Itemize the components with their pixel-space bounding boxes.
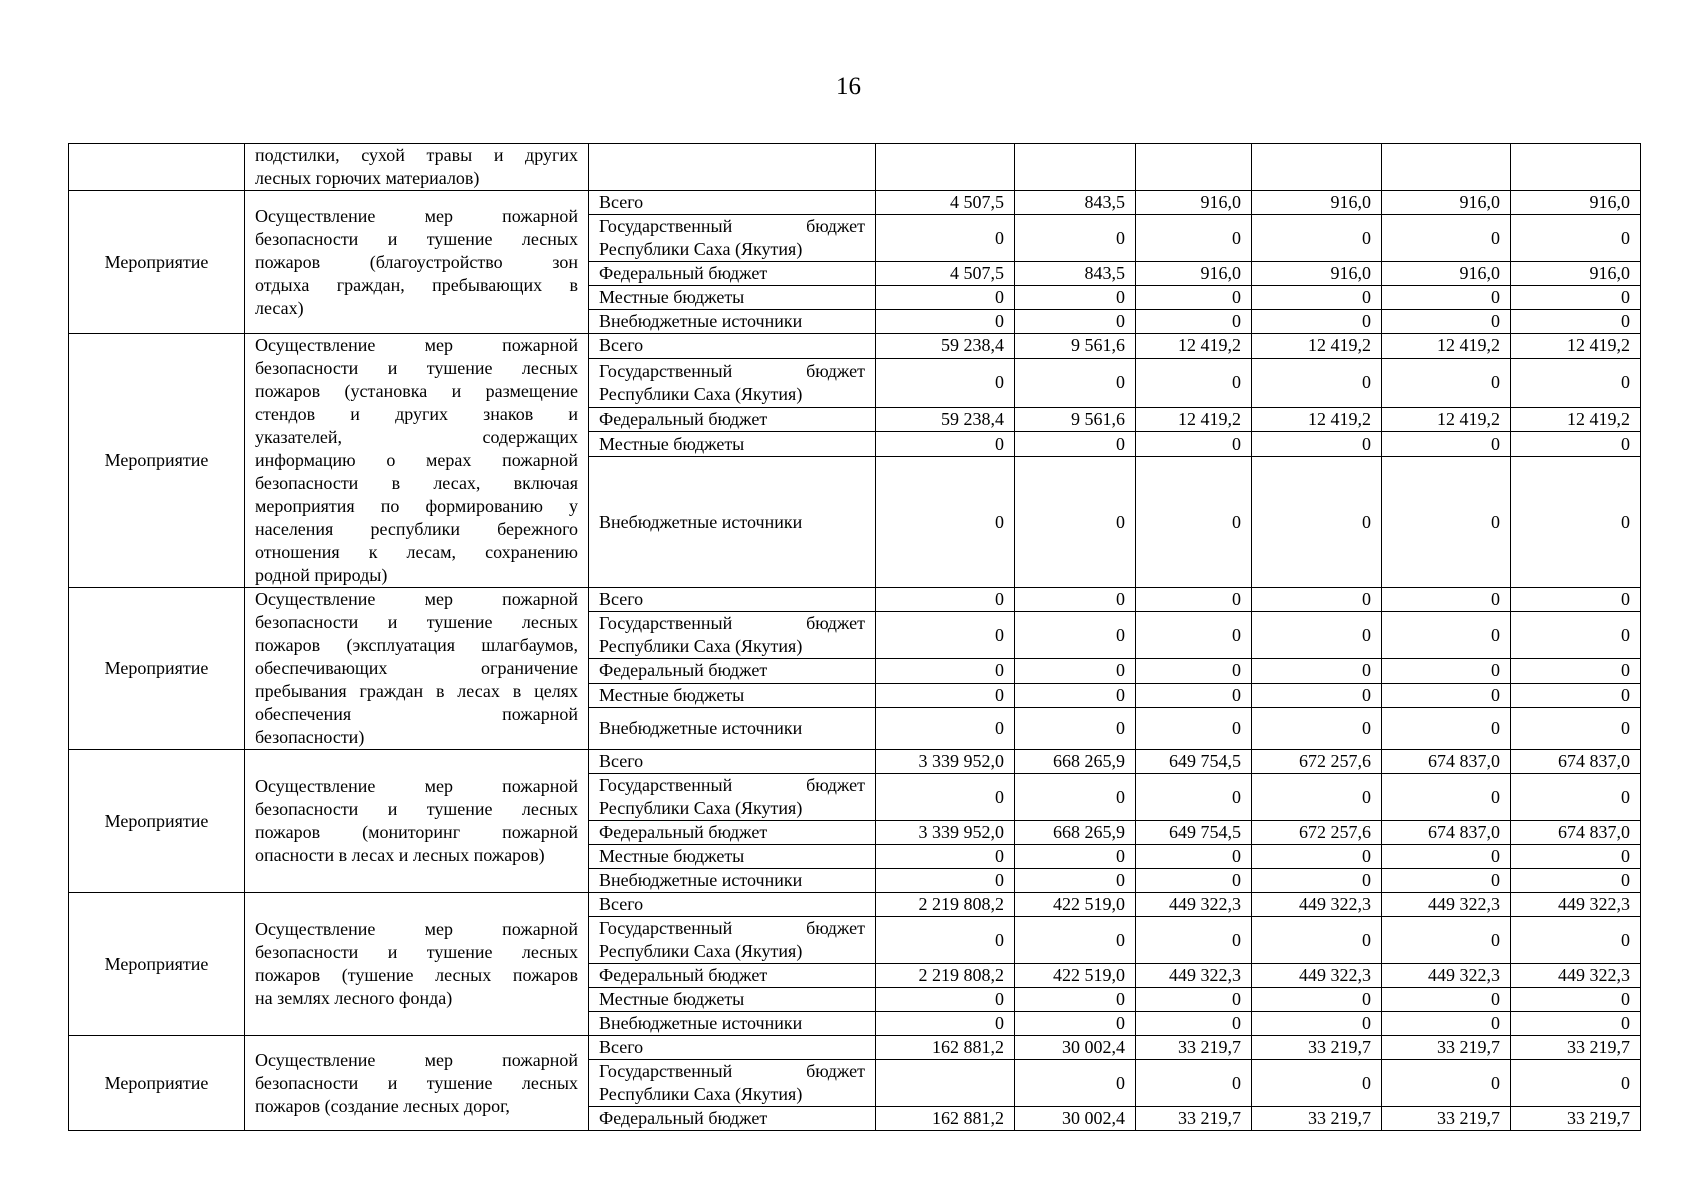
event-description-line: безопасности и тушение лесных	[255, 358, 578, 378]
amount-cell: 449 322,3	[1136, 964, 1252, 988]
funding-source-local: Местные бюджеты	[589, 683, 876, 707]
amount-cell: 0	[1015, 1060, 1136, 1107]
empty-cell	[876, 144, 1015, 191]
amount-cell: 916,0	[1252, 191, 1382, 215]
table-row	[69, 1036, 1641, 1060]
amount-cell: 674 837,0	[1382, 750, 1511, 774]
event-description-line: безопасности и тушение лесных	[255, 612, 578, 632]
amount-cell: 0	[1136, 683, 1252, 707]
amount-cell: 0	[876, 683, 1015, 707]
amount-cell: 916,0	[1511, 262, 1641, 286]
amount-cell: 0	[1382, 917, 1511, 964]
amount-cell: 674 837,0	[1511, 750, 1641, 774]
amount-cell: 0	[876, 988, 1015, 1012]
event-description	[245, 1036, 589, 1131]
funding-source-federal: Федеральный бюджет	[589, 821, 876, 845]
amount-cell: 0	[1511, 612, 1641, 659]
event-description-line: лесах)	[255, 297, 304, 318]
event-description-line: отдыха граждан, пребывающих в	[255, 274, 578, 295]
event-description-line: Осуществление мер пожарной	[255, 589, 578, 609]
amount-cell: 672 257,6	[1252, 750, 1382, 774]
amount-cell: 0	[1136, 588, 1252, 612]
event-description	[245, 893, 589, 1036]
amount-cell: 0	[1382, 774, 1511, 821]
amount-cell: 0	[1382, 588, 1511, 612]
amount-cell: 59 238,4	[876, 407, 1015, 432]
amount-cell: 0	[1015, 286, 1136, 310]
amount-cell: 422 519,0	[1015, 893, 1136, 917]
amount-cell: 12 419,2	[1511, 407, 1641, 432]
funding-source-line: Государственный бюджет	[599, 216, 865, 236]
amount-cell: 674 837,0	[1382, 821, 1511, 845]
amount-cell: 449 322,3	[1252, 893, 1382, 917]
amount-cell: 0	[1015, 358, 1136, 407]
amount-cell: 0	[1136, 310, 1252, 334]
amount-cell: 0	[1511, 310, 1641, 334]
amount-cell: 0	[1382, 286, 1511, 310]
event-description-line: обеспечения пожарной	[255, 704, 578, 724]
amount-cell: 162 881,2	[876, 1036, 1015, 1060]
funding-source-state	[589, 612, 876, 659]
amount-cell: 0	[1382, 1060, 1511, 1107]
event-description-line: пожаров (создание лесных дорог,	[255, 1095, 510, 1116]
amount-cell: 0	[1511, 659, 1641, 683]
event-description-line: мероприятия по формированию у	[255, 496, 578, 516]
funding-source-offbudget: Внебюджетные источники	[589, 707, 876, 749]
funding-source-local: Местные бюджеты	[589, 432, 876, 457]
amount-cell: 0	[1252, 612, 1382, 659]
amount-cell: 0	[876, 845, 1015, 869]
amount-cell: 449 322,3	[1511, 893, 1641, 917]
amount-cell: 0	[1382, 707, 1511, 749]
amount-cell: 3 339 952,0	[876, 821, 1015, 845]
amount-cell: 30 002,4	[1015, 1107, 1136, 1131]
amount-cell: 33 219,7	[1382, 1107, 1511, 1131]
amount-cell: 449 322,3	[1382, 964, 1511, 988]
funding-source-total: Всего	[589, 893, 876, 917]
amount-cell: 0	[1511, 286, 1641, 310]
amount-cell: 843,5	[1015, 191, 1136, 215]
amount-cell: 12 419,2	[1136, 334, 1252, 359]
amount-cell: 0	[1252, 869, 1382, 893]
amount-cell: 12 419,2	[1252, 407, 1382, 432]
funding-source-line: Республики Саха (Якутия)	[599, 239, 803, 259]
funding-source-offbudget: Внебюджетные источники	[589, 457, 876, 588]
amount-cell: 0	[1511, 358, 1641, 407]
event-description-line: Осуществление мер пожарной	[255, 776, 578, 796]
event-type: Мероприятие	[69, 750, 245, 893]
amount-cell: 916,0	[1382, 191, 1511, 215]
event-description-line: пожаров (тушение лесных пожаров	[255, 965, 578, 985]
event-type-empty	[69, 144, 245, 191]
amount-cell: 0	[1252, 286, 1382, 310]
amount-cell: 0	[1015, 457, 1136, 588]
amount-cell: 0	[1382, 358, 1511, 407]
amount-cell: 0	[1136, 1060, 1252, 1107]
amount-cell: 59 238,4	[876, 334, 1015, 359]
funding-source-line: Республики Саха (Якутия)	[599, 941, 803, 961]
amount-cell: 0	[1382, 845, 1511, 869]
funding-source-offbudget: Внебюджетные источники	[589, 1012, 876, 1036]
amount-cell: 0	[1136, 869, 1252, 893]
amount-cell: 0	[1252, 358, 1382, 407]
amount-cell: 0	[1511, 588, 1641, 612]
amount-cell: 0	[1015, 707, 1136, 749]
funding-source-total: Всего	[589, 334, 876, 359]
event-description-line: безопасности и тушение лесных	[255, 942, 578, 962]
event-description-line: пребывания граждан в лесах в целях	[255, 681, 578, 701]
event-type: Мероприятие	[69, 1036, 245, 1131]
empty-cell	[1252, 144, 1382, 191]
amount-cell: 0	[1511, 845, 1641, 869]
amount-cell: 0	[1015, 683, 1136, 707]
event-description-line: пожаров (эксплуатация шлагбаумов,	[255, 635, 578, 655]
amount-cell: 162 881,2	[876, 1107, 1015, 1131]
table-row	[69, 893, 1641, 917]
amount-cell: 0	[876, 774, 1015, 821]
funding-source-state	[589, 917, 876, 964]
amount-cell: 0	[1511, 457, 1641, 588]
funding-source-line: Государственный бюджет	[599, 613, 865, 634]
event-description	[245, 588, 589, 750]
amount-cell: 12 419,2	[1252, 334, 1382, 359]
table-row	[69, 750, 1641, 774]
amount-cell: 0	[1136, 707, 1252, 749]
amount-cell: 0	[1136, 774, 1252, 821]
event-description-line: безопасности и тушение лесных	[255, 799, 578, 819]
amount-cell: 449 322,3	[1252, 964, 1382, 988]
amount-cell: 0	[1015, 310, 1136, 334]
amount-cell: 649 754,5	[1136, 750, 1252, 774]
amount-cell: 674 837,0	[1511, 821, 1641, 845]
amount-cell: 0	[876, 659, 1015, 683]
event-description-line: информацию о мерах пожарной	[255, 450, 578, 470]
amount-cell: 0	[1015, 432, 1136, 457]
amount-cell: 0	[1136, 917, 1252, 964]
amount-cell: 0	[876, 457, 1015, 588]
amount-cell: 0	[1511, 988, 1641, 1012]
funding-source-line: Государственный бюджет	[599, 918, 865, 938]
event-description-line: указателей, содержащих	[255, 427, 578, 447]
amount-cell: 2 219 808,2	[876, 893, 1015, 917]
amount-cell: 0	[1252, 457, 1382, 588]
table-row	[69, 334, 1641, 359]
funding-source-federal: Федеральный бюджет	[589, 659, 876, 683]
event-description-line: безопасности)	[255, 727, 365, 747]
amount-cell: 0	[1015, 215, 1136, 262]
amount-cell: 0	[1136, 432, 1252, 457]
amount-cell: 0	[1252, 659, 1382, 683]
amount-cell: 12 419,2	[1136, 407, 1252, 432]
funding-source-line: Государственный бюджет	[599, 775, 865, 795]
amount-cell: 916,0	[1382, 262, 1511, 286]
amount-cell: 0	[1511, 774, 1641, 821]
amount-cell: 0	[876, 215, 1015, 262]
event-description-line: стендов и других знаков и	[255, 404, 578, 424]
amount-cell: 0	[1252, 432, 1382, 457]
amount-cell: 449 322,3	[1382, 893, 1511, 917]
amount-cell: 0	[1511, 432, 1641, 457]
amount-cell: 0	[1136, 1012, 1252, 1036]
amount-cell: 0	[876, 286, 1015, 310]
event-description-line: безопасности и тушение лесных	[255, 228, 578, 249]
event-description-line: Осуществление мер пожарной	[255, 335, 578, 355]
amount-cell: 0	[1511, 683, 1641, 707]
event-description-line: обеспечивающих ограничение	[255, 658, 578, 678]
event-type: Мероприятие	[69, 893, 245, 1036]
funding-source-state	[589, 215, 876, 262]
amount-cell: 9 561,6	[1015, 334, 1136, 359]
amount-cell: 0	[1252, 774, 1382, 821]
amount-cell: 0	[1511, 869, 1641, 893]
amount-cell: 0	[1382, 988, 1511, 1012]
amount-cell	[876, 1060, 1015, 1107]
amount-cell: 0	[1511, 917, 1641, 964]
amount-cell: 916,0	[1136, 262, 1252, 286]
amount-cell: 0	[1136, 845, 1252, 869]
amount-cell: 4 507,5	[876, 262, 1015, 286]
amount-cell: 0	[1015, 588, 1136, 612]
amount-cell: 0	[1252, 707, 1382, 749]
amount-cell: 0	[876, 707, 1015, 749]
event-description-line: безопасности и тушение лесных	[255, 1072, 578, 1093]
funding-source-total: Всего	[589, 1036, 876, 1060]
funding-source-line: Государственный бюджет	[599, 360, 865, 381]
amount-cell: 0	[876, 432, 1015, 457]
amount-cell: 0	[1511, 707, 1641, 749]
empty-cell	[1136, 144, 1252, 191]
amount-cell: 2 219 808,2	[876, 964, 1015, 988]
amount-cell: 0	[1015, 988, 1136, 1012]
amount-cell: 33 219,7	[1136, 1036, 1252, 1060]
funding-source-line: Республики Саха (Якутия)	[599, 1084, 803, 1104]
amount-cell: 0	[876, 612, 1015, 659]
event-type: Мероприятие	[69, 588, 245, 750]
amount-cell: 0	[1252, 988, 1382, 1012]
funding-source-federal: Федеральный бюджет	[589, 407, 876, 432]
amount-cell: 0	[1015, 612, 1136, 659]
amount-cell: 0	[876, 917, 1015, 964]
amount-cell: 33 219,7	[1136, 1107, 1252, 1131]
event-description	[245, 334, 589, 588]
amount-cell: 30 002,4	[1015, 1036, 1136, 1060]
funding-source-state	[589, 774, 876, 821]
amount-cell: 0	[876, 869, 1015, 893]
amount-cell: 0	[1252, 845, 1382, 869]
amount-cell: 0	[1382, 869, 1511, 893]
event-description-line: Осуществление мер пожарной	[255, 205, 578, 226]
funding-source-line: Республики Саха (Якутия)	[599, 798, 803, 818]
amount-cell: 0	[1136, 988, 1252, 1012]
amount-cell: 916,0	[1252, 262, 1382, 286]
funding-source-line: Республики Саха (Якутия)	[599, 383, 803, 404]
amount-cell: 0	[1136, 215, 1252, 262]
amount-cell: 668 265,9	[1015, 750, 1136, 774]
empty-cell	[1382, 144, 1511, 191]
event-description	[245, 191, 589, 334]
funding-source-total: Всего	[589, 191, 876, 215]
funding-source-local: Местные бюджеты	[589, 845, 876, 869]
amount-cell: 0	[1382, 659, 1511, 683]
amount-cell: 33 219,7	[1252, 1036, 1382, 1060]
funding-source-state	[589, 358, 876, 407]
funding-source-total: Всего	[589, 750, 876, 774]
amount-cell: 0	[1252, 310, 1382, 334]
amount-cell: 668 265,9	[1015, 821, 1136, 845]
amount-cell: 0	[1015, 659, 1136, 683]
amount-cell: 0	[1136, 286, 1252, 310]
continuation-row	[69, 144, 1641, 191]
amount-cell: 0	[1382, 612, 1511, 659]
event-description-line: опасности в лесах и лесных пожаров)	[255, 845, 545, 865]
event-description-line: Осуществление мер пожарной	[255, 919, 578, 939]
funding-source-line: Республики Саха (Якутия)	[599, 636, 803, 657]
amount-cell: 0	[1252, 588, 1382, 612]
budget-table-body	[69, 144, 1641, 1131]
event-description-line: пожаров (благоустройство зон	[255, 251, 578, 272]
event-type: Мероприятие	[69, 191, 245, 334]
amount-cell: 449 322,3	[1511, 964, 1641, 988]
event-description-line: Осуществление мер пожарной	[255, 1049, 578, 1070]
amount-cell: 0	[876, 588, 1015, 612]
amount-cell: 0	[876, 1012, 1015, 1036]
amount-cell: 0	[1136, 612, 1252, 659]
event-description-line: подстилки, сухой травы и других	[255, 145, 578, 165]
amount-cell: 33 219,7	[1511, 1036, 1641, 1060]
empty-cell	[589, 144, 876, 191]
funding-source-total: Всего	[589, 588, 876, 612]
page-number: 16	[836, 73, 861, 100]
amount-cell: 0	[1252, 917, 1382, 964]
amount-cell: 843,5	[1015, 262, 1136, 286]
amount-cell: 0	[876, 310, 1015, 334]
funding-source-federal: Федеральный бюджет	[589, 262, 876, 286]
amount-cell: 0	[876, 358, 1015, 407]
event-description-line: безопасности в лесах, включая	[255, 473, 578, 493]
event-description	[245, 144, 589, 191]
amount-cell: 0	[1252, 1012, 1382, 1036]
amount-cell: 0	[1015, 1012, 1136, 1036]
amount-cell: 916,0	[1511, 191, 1641, 215]
event-description	[245, 750, 589, 893]
amount-cell: 0	[1382, 215, 1511, 262]
amount-cell: 0	[1136, 659, 1252, 683]
funding-source-state	[589, 1060, 876, 1107]
event-description-line: лесных горючих материалов)	[255, 168, 480, 188]
funding-source-federal: Федеральный бюджет	[589, 1107, 876, 1131]
event-description-line: на землях лесного фонда)	[255, 988, 453, 1008]
empty-cell	[1015, 144, 1136, 191]
amount-cell: 33 219,7	[1252, 1107, 1382, 1131]
amount-cell: 0	[1015, 845, 1136, 869]
amount-cell: 12 419,2	[1382, 407, 1511, 432]
amount-cell: 916,0	[1136, 191, 1252, 215]
amount-cell: 0	[1015, 869, 1136, 893]
amount-cell: 33 219,7	[1511, 1107, 1641, 1131]
table-row	[69, 191, 1641, 215]
amount-cell: 12 419,2	[1382, 334, 1511, 359]
amount-cell: 4 507,5	[876, 191, 1015, 215]
amount-cell: 0	[1382, 1012, 1511, 1036]
event-description-line: населения республики бережного	[255, 519, 578, 539]
empty-cell	[1511, 144, 1641, 191]
event-description-line: пожаров (мониторинг пожарной	[255, 822, 578, 842]
funding-source-local: Местные бюджеты	[589, 988, 876, 1012]
amount-cell: 0	[1252, 1060, 1382, 1107]
amount-cell: 9 561,6	[1015, 407, 1136, 432]
table-row	[69, 588, 1641, 612]
amount-cell: 649 754,5	[1136, 821, 1252, 845]
funding-source-federal: Федеральный бюджет	[589, 964, 876, 988]
event-type: Мероприятие	[69, 334, 245, 588]
amount-cell: 0	[1015, 917, 1136, 964]
amount-cell: 0	[1252, 683, 1382, 707]
amount-cell: 0	[1511, 1060, 1641, 1107]
event-description-line: отношения к лесам, сохранению	[255, 542, 578, 562]
amount-cell: 0	[1382, 457, 1511, 588]
amount-cell: 0	[1382, 683, 1511, 707]
amount-cell: 672 257,6	[1252, 821, 1382, 845]
funding-source-offbudget: Внебюджетные источники	[589, 310, 876, 334]
funding-source-line: Государственный бюджет	[599, 1061, 865, 1081]
amount-cell: 0	[1511, 1012, 1641, 1036]
amount-cell: 0	[1136, 457, 1252, 588]
amount-cell: 0	[1511, 215, 1641, 262]
amount-cell: 0	[1015, 774, 1136, 821]
amount-cell: 3 339 952,0	[876, 750, 1015, 774]
funding-source-offbudget: Внебюджетные источники	[589, 869, 876, 893]
amount-cell: 0	[1136, 358, 1252, 407]
amount-cell: 33 219,7	[1382, 1036, 1511, 1060]
amount-cell: 0	[1252, 215, 1382, 262]
funding-source-local: Местные бюджеты	[589, 286, 876, 310]
amount-cell: 0	[1382, 432, 1511, 457]
event-description-line: пожаров (установка и размещение	[255, 381, 578, 401]
event-description-line: родной природы)	[255, 565, 388, 585]
amount-cell: 0	[1382, 310, 1511, 334]
amount-cell: 422 519,0	[1015, 964, 1136, 988]
budget-table	[68, 143, 1641, 1131]
amount-cell: 449 322,3	[1136, 893, 1252, 917]
amount-cell: 12 419,2	[1511, 334, 1641, 359]
